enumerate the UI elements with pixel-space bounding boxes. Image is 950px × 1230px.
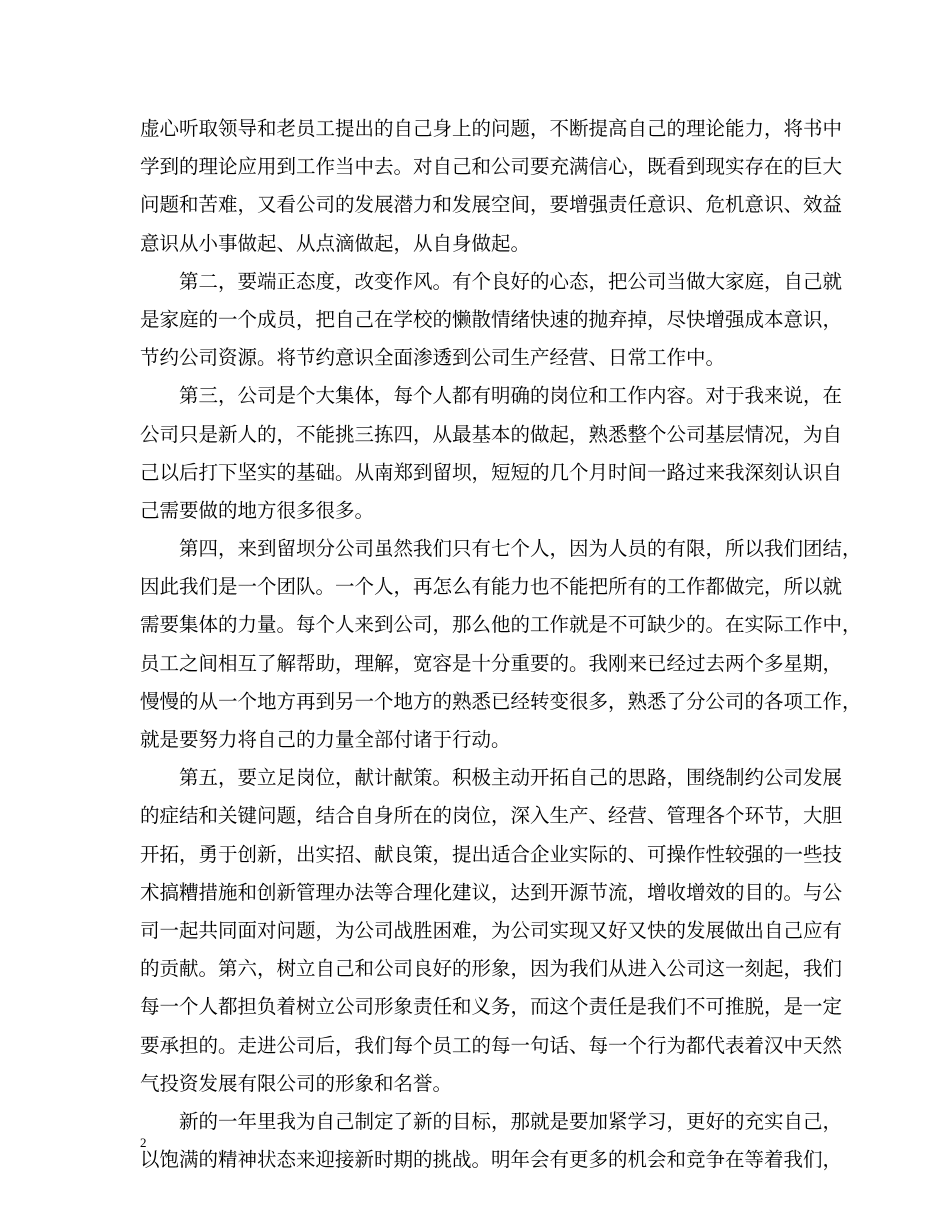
text-line: 就是要努力将自己的力量全部付诸于行动。 [140, 728, 511, 751]
body-text [140, 110, 862, 1179]
text-line: 己需要做的地方很多很多。 [140, 498, 375, 522]
text-line: 术搞糟措施和创新管理办法等合理化建议，达到开源节流，增收增效的目的。与公 [140, 880, 843, 904]
text-line: 问题和苦难，又看公司的发展潜力和发展空间，要增强责任意识、危机意识、效益 [140, 193, 843, 217]
page-number: 2 [140, 1135, 147, 1150]
paragraph-start-line: 第四，来到留坝分公司虽然我们只有七个人，因为人员的有限，所以我们团结， [179, 537, 862, 561]
text-line: 要承担的。走进公司后，我们每个员工的每一句话、每一个行为都代表着汉中天然 [140, 1033, 843, 1057]
text-line: 开拓，勇于创新，出实招、献良策，提出适合企业实际的、可操作性较强的一些技 [140, 842, 843, 866]
text-line: 慢慢的从一个地方再到另一个地方的熟悉已经转变很多，熟悉了分公司的各项工作， [140, 689, 862, 713]
text-line: 虚心听取领导和老员工提出的自己身上的问题，不断提高自己的理论能力，将书中 [140, 117, 843, 140]
text-line: 公司只是新人的，不能挑三拣四，从最基本的做起，熟悉整个公司基层情况，为自 [140, 422, 843, 446]
text-line: 的贡献。第六，树立自己和公司良好的形象，因为我们从进入公司这一刻起，我们 [140, 957, 843, 981]
text-line: 以饱满的精神状态来迎接新时期的挑战。明年会有更多的机会和竞争在等着我们， [140, 1148, 843, 1172]
text-line: 每一个人都担负着树立公司形象责任和义务，而这个责任是我们不可推脱，是一定 [140, 995, 843, 1019]
text-line: 意识从小事做起、从点滴做起，从自身做起。 [140, 231, 531, 255]
paragraph-start-line: 第二，要端正态度，改变作风。有个良好的心态，把公司当做大家庭，自己就 [179, 269, 843, 293]
text-line: 因此我们是一个团队。一个人，再怎么有能力也不能把所有的工作都做完，所以就 [140, 575, 843, 599]
text-line: 需要集体的力量。每个人来到公司，那么他的工作就是不可缺少的。在实际工作中， [140, 613, 862, 637]
text-line: 的症结和关键问题，结合自身所在的岗位，深入生产、经营、管理各个环节，大胆 [140, 804, 843, 828]
text-line: 学到的理论应用到工作当中去。对自己和公司要充满信心，既看到现实存在的巨大 [140, 155, 843, 179]
paragraph-start-line: 第三，公司是个大集体，每个人都有明确的岗位和工作内容。对于我来说，在 [179, 384, 843, 408]
text-line: 是家庭的一个成员，把自己在学校的懒散情绪快速的抛弃掉，尽快增强成本意识， [140, 307, 843, 331]
text-line: 员工之间相互了解帮助，理解，宽容是十分重要的。我刚来已经过去两个多星期， [140, 651, 843, 675]
paragraph-start-line: 第五，要立足岗位，献计献策。积极主动开拓自己的思路，围绕制约公司发展 [179, 766, 843, 790]
text-line: 己以后打下坚实的基础。从南郑到留坝，短短的几个月时间一路过来我深刻认识自 [140, 460, 843, 484]
text-line: 气投资发展有限公司的形象和名誉。 [140, 1071, 453, 1095]
paragraph-start-line: 新的一年里我为自己制定了新的目标，那就是要加紧学习，更好的充实自己， [179, 1109, 843, 1133]
text-line: 节约公司资源。将节约意识全面渗透到公司生产经营、日常工作中。 [140, 346, 726, 370]
text-line: 司一起共同面对问题，为公司战胜困难，为公司实现又好又快的发展做出自己应有 [140, 918, 843, 942]
